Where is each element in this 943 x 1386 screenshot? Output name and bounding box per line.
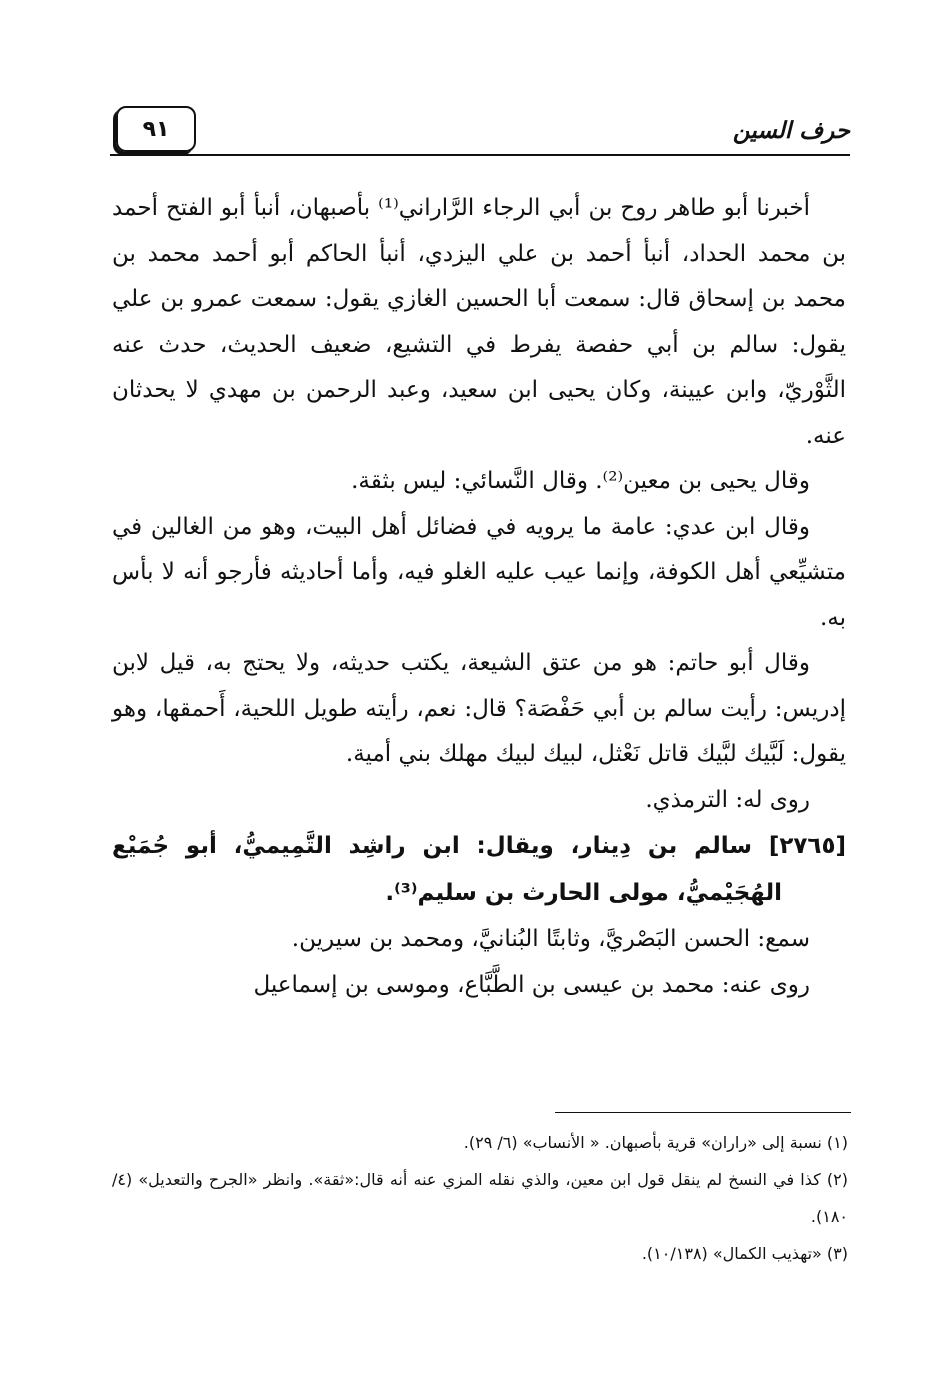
paragraph: روى عنه: محمد بن عيسى بن الطَّبَّاع، وموسى بن إسماعيل	[253, 971, 810, 998]
footnote: (٣) «تهذيب الكمال» (١٠/١٣٨).	[641, 1244, 848, 1263]
paragraph: أخبرنا أبو طاهر روح بن أبي الرجاء الرَّاراني⁽¹⁾ بأصبهان، أنبأ أبو الفتح أحمد بن محمد الحداد، أنبأ أحمد بن علي اليزدي، أنبأ الحاكم أبو أحمد محمد بن محمد بن إسحاق قال: سمعت أبا الحسين الغازي يقول: سمعت عمرو بن علي يقول: سالم بن أبي حفصة يفرط في التشيع، ضعيف الحديث، حدث عنه الثَّوْريّ، وابن عيينة، وكان يحيى ابن سعيد، وعبد الرحمن بن مهدي لا يحدثان عنه.	[112, 195, 846, 449]
footnote-separator	[555, 1112, 851, 1113]
header-rule	[110, 154, 850, 156]
paragraph: سمع: الحسن البَصْريَّ، وثابتًا البُنانيَّ، ومحمد بن سيرين.	[291, 926, 810, 952]
paragraph: وقال يحيى بن معين⁽²⁾. وقال النَّسائي: ليس بثقة.	[351, 468, 810, 494]
paragraph: روى له: الترمذي.	[645, 786, 810, 813]
paragraph: وقال أبو حاتم: هو من عتق الشيعة، يكتب حديثه، ولا يحتج به، قيل لابن إدريس: رأيت سالم بن أبي حَفْصَة؟ قال: نعم، رأيته طويل اللحية، أَحمقها، وهو يقول: لَبَّيك لبَّيك قاتل نَعْثل، لبيك لبيك مهلك بني أمية.	[112, 650, 846, 767]
page-header	[110, 100, 850, 156]
main-text	[112, 186, 846, 1008]
running-title: حرف السين	[732, 118, 850, 144]
footnote: (١) نسبة إلى «راران» قرية بأصبهان. « الأنساب» (٦/ ٢٩).	[463, 1133, 848, 1152]
footnotes	[112, 1124, 848, 1272]
entry-title: [٢٧٦٥] سالم بن دِينار، ويقال: ابن راشِد التَّمِيميُّ، أبو جُمَيْع الهُجَيْميُّ، مولى الحارث بن سليم⁽³⁾.	[112, 833, 846, 906]
footnote: (٢) كذا في النسخ لم ينقل قول ابن معين، والذي نقله المزي عنه أنه قال:«ثقة». وانظر «الجرح والتعديل» (٤/ ١٨٠).	[112, 1170, 848, 1226]
page-number: ٩١	[116, 106, 196, 152]
paragraph: وقال ابن عدي: عامة ما يرويه في فضائل أهل البيت، وهو من الغالين في متشيِّعي أهل الكوفة، وإنما عيب عليه الغلو فيه، وأما أحاديثه فأرجو أنه لا بأس به.	[112, 513, 846, 631]
